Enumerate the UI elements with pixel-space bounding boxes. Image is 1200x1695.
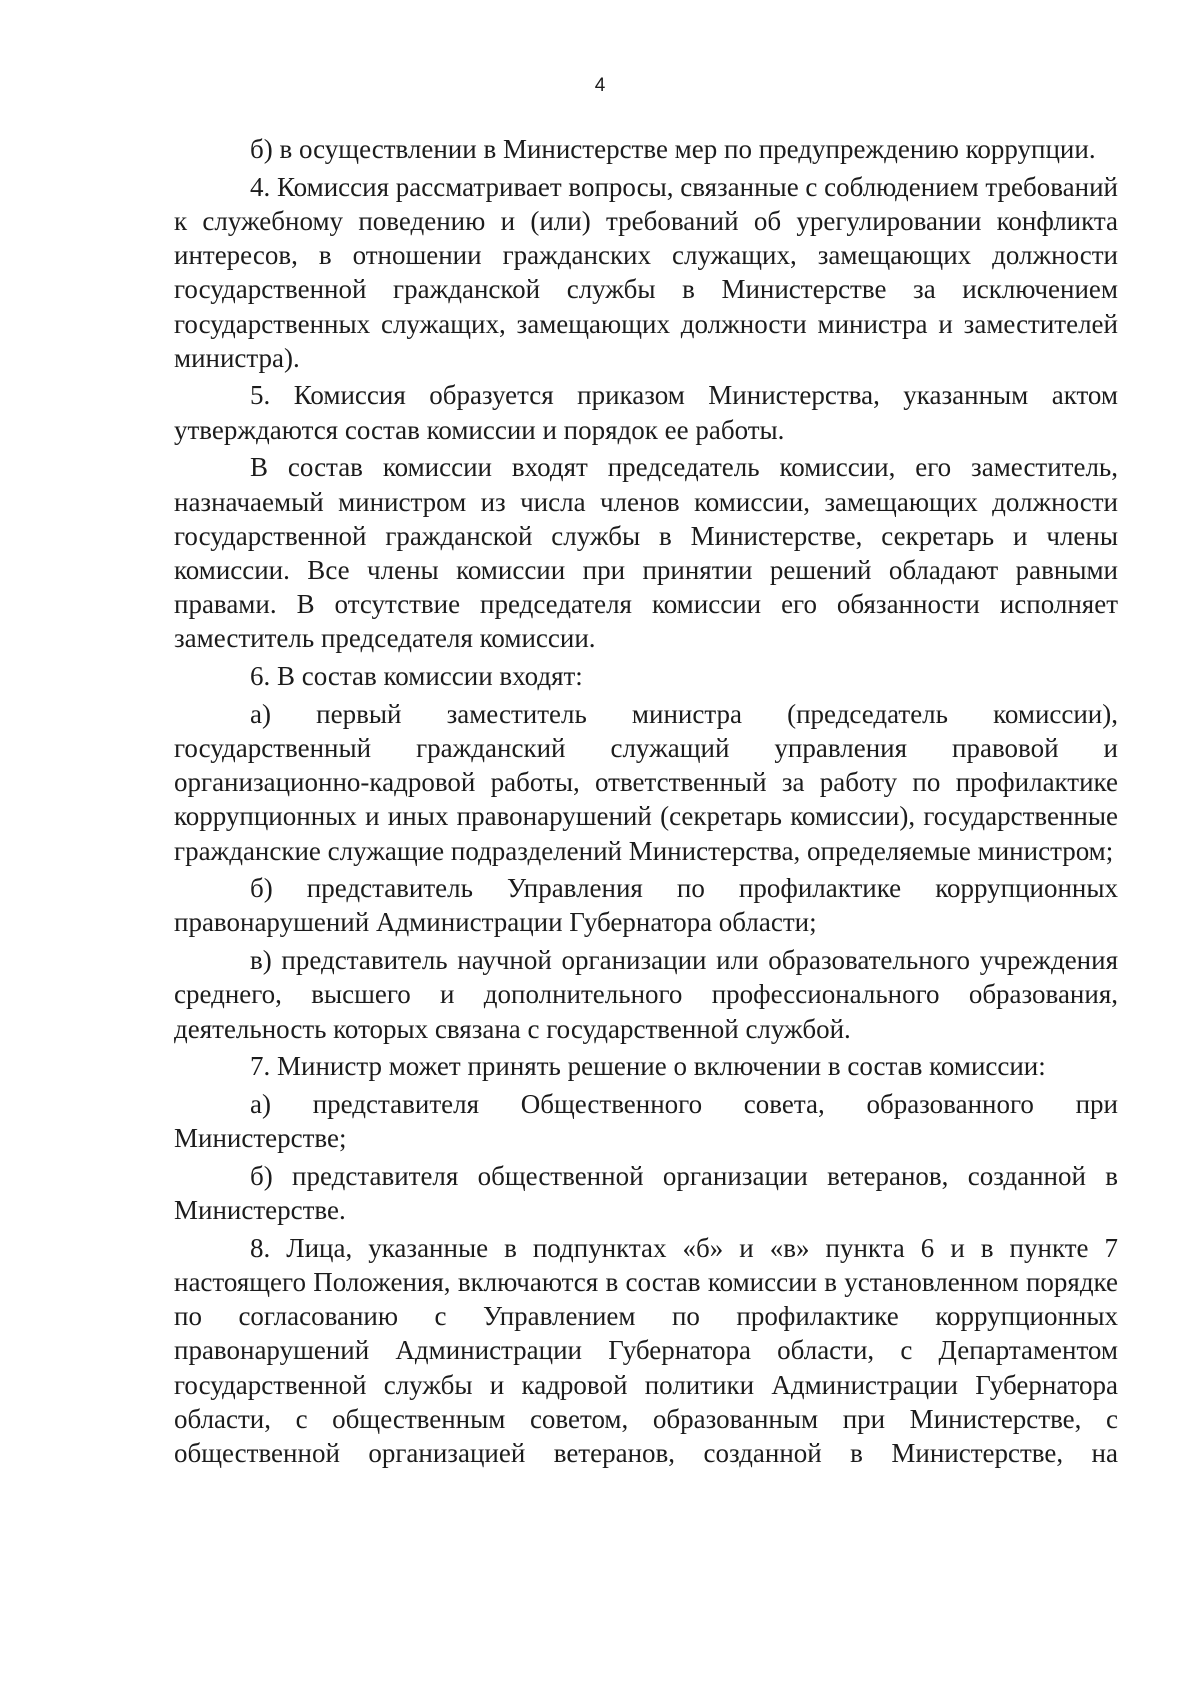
paragraph-7b: б) представителя общественной организации ветеранов, созданной в Министерстве. xyxy=(174,1160,1118,1226)
paragraph-8: 8. Лица, указанные в подпунктах «б» и «в» пункта 6 и в пункте 7 настоящего Положения, включаются в состав комиссии в установленном порядке по согласованию с Управлением по профилактике коррупционных правонарушений Администрации Губернатора области, с Департаментом государственной службы и кадровой политики Администрации Губернатора области, с общественным советом, образованным при Министерстве, с общественной организацией ветеранов, созданной в Министерстве, на xyxy=(174,1232,1118,1469)
paragraph-5: 5. Комиссия образуется приказом Министерства, указанным актом утверждаются состав комиссии и порядок ее работы. xyxy=(174,380,1118,445)
page-number: 4 xyxy=(594,75,606,96)
paragraph-7: 7. Министр может принять решение о включении в состав комиссии: xyxy=(250,1051,1046,1082)
paragraph-6: 6. В состав комиссии входят: xyxy=(250,661,583,692)
paragraph-6b: б) представитель Управления по профилактике коррупционных правонарушений Администрации Губернатора области; xyxy=(174,873,1118,938)
paragraph-5-composition: В состав комиссии входят председатель комиссии, его заместитель, назначаемый министром из числа членов комиссии, замещающих должности государственной гражданской службы в Министерстве, секретарь и члены комиссии. Все члены комиссии при принятии решений обладают равными правами. В отсутствие председателя комиссии его обязанности исполняет заместитель председателя комиссии. xyxy=(174,452,1118,654)
paragraph-7a: а) представителя Общественного совета, образованного при Министерстве; xyxy=(174,1088,1118,1154)
paragraph-6a: а) первый заместитель министра (председатель комиссии), государственный гражданский служащий управления правовой и организационно-кадровой работы, ответственный за работу по профилактике коррупционных и иных правонарушений (секретарь комиссии), государственные гражданские служащие подразделений Министерства, определяемые министром; xyxy=(174,698,1118,866)
document-body xyxy=(174,132,1118,1474)
paragraph-3b: б) в осуществлении в Министерстве мер по предупреждению коррупции. xyxy=(250,134,1096,164)
paragraph-4: 4. Комиссия рассматривает вопросы, связанные с соблюдением требований к служебному поведению и (или) требований об урегулировании конфликта интересов, в отношении гражданских служащих, замещающих должности государственной гражданской службы в Министерстве за исключением государственных служащих, замещающих должности министра и заместителей министра). xyxy=(174,171,1118,373)
paragraph-6v: в) представитель научной организации или образовательного учреждения среднего, высшего и дополнительного профессионального образования, деятельность которых связана с государственной службой. xyxy=(174,945,1118,1044)
